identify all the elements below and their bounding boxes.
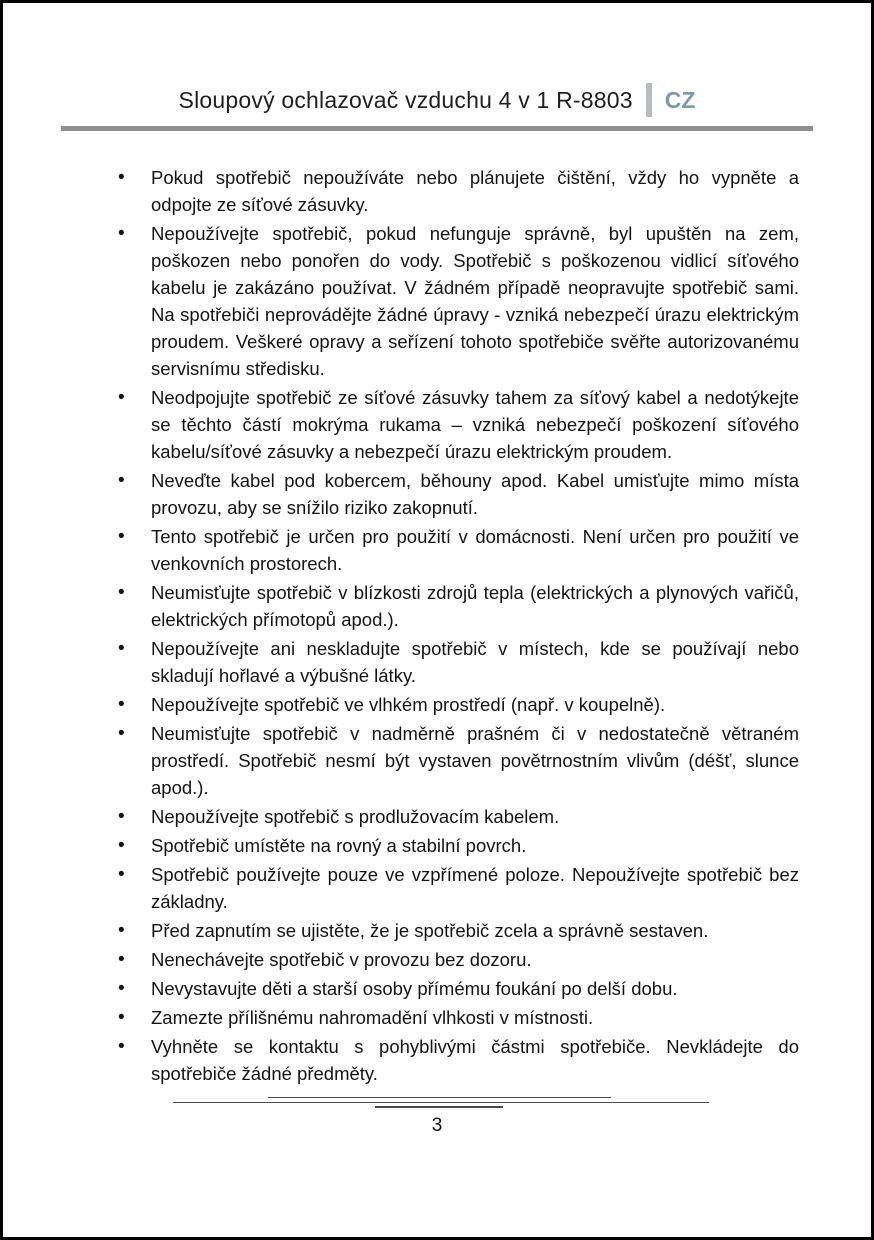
header-rule — [61, 126, 813, 131]
list-item: • Před zapnutím se ujistěte, že je spotřebič zcela a správně sestaven. — [151, 917, 799, 944]
list-item: • Neveďte kabel pod kobercem, běhouny apod. Kabel umisťujte mimo místa provozu, aby se snížilo riziko zakopnutí. — [151, 467, 799, 521]
list-item: • Neumisťujte spotřebič v blízkosti zdrojů tepla (elektrických a plynových vařičů, elektrických přímotopů apod.). — [151, 579, 799, 633]
page-header — [3, 83, 871, 117]
list-item: • Nepoužívejte spotřebič ve vlhkém prostředí (např. v koupelně). — [151, 691, 799, 718]
list-item: • Neumisťujte spotřebič v nadměrně prašném či v nedostatečně větraném prostředí. Spotřebič nesmí být vystaven povětrnostním vlivům (déšť, slunce apod.). — [151, 720, 799, 801]
list-item: • Spotřebič umístěte na rovný a stabilní povrch. — [151, 832, 799, 859]
list-item: • Tento spotřebič je určen pro použití v domácnosti. Není určen pro použití ve venkovních prostorech. — [151, 523, 799, 577]
page-number: 3 — [431, 1115, 443, 1136]
list-item: • Nenechávejte spotřebič v provozu bez dozoru. — [151, 946, 799, 973]
list-item: • Nevystavujte děti a starší osoby přímému foukání po delší dobu. — [151, 975, 799, 1002]
footer-line — [375, 1106, 503, 1108]
list-item: • Zamezte přílišnému nahromadění vlhkosti v místnosti. — [151, 1004, 799, 1031]
page-footer — [3, 1097, 871, 1137]
safety-instructions-list — [3, 164, 871, 1087]
language-badge: CZ — [664, 86, 696, 113]
list-item: • Vyhněte se kontaktu s pohyblivými částmi spotřebiče. Nevkládejte do spotřebiče žádné předměty. — [151, 1033, 799, 1087]
list-item: • Nepoužívejte spotřebič s prodlužovacím kabelem. — [151, 803, 799, 830]
footer-line — [268, 1097, 611, 1098]
list-item: • Pokud spotřebič nepoužíváte nebo plánujete čištění, vždy ho vypněte a odpojte ze síťové zásuvky. — [151, 164, 799, 218]
header-divider — [646, 83, 652, 117]
list-item: • Neodpojujte spotřebič ze síťové zásuvky tahem za síťový kabel a nedotýkejte se těchto částí mokrýma rukama – vzniká nebezpečí poškození síťového kabelu/síťové zásuvky a nebezpečí úrazu elektrickým proudem. — [151, 384, 799, 465]
list-item: • Nepoužívejte ani neskladujte spotřebič v místech, kde se používají nebo skladují hořlavé a výbušné látky. — [151, 635, 799, 689]
page-title: Sloupový ochlazovač vzduchu 4 v 1 R-8803 — [178, 86, 633, 113]
list-item: • Nepoužívejte spotřebič, pokud nefunguje správně, byl upuštěn na zem, poškozen nebo ponořen do vody. Spotřebič s poškozenou vidlicí síťového kabelu je zakázáno používat. V žádném případě neopravujte spotřebič sami. Na spotřebiči neprovádějte žádné úpravy - vzniká nebezpečí úrazu elektrickým proudem. Veškeré opravy a seřízení tohoto spotřebiče svěřte autorizovanému servisnímu středisku. — [151, 220, 799, 382]
footer-line — [173, 1102, 709, 1103]
list-item: • Spotřebič používejte pouze ve vzpřímené poloze. Nepoužívejte spotřebič bez základny. — [151, 861, 799, 915]
